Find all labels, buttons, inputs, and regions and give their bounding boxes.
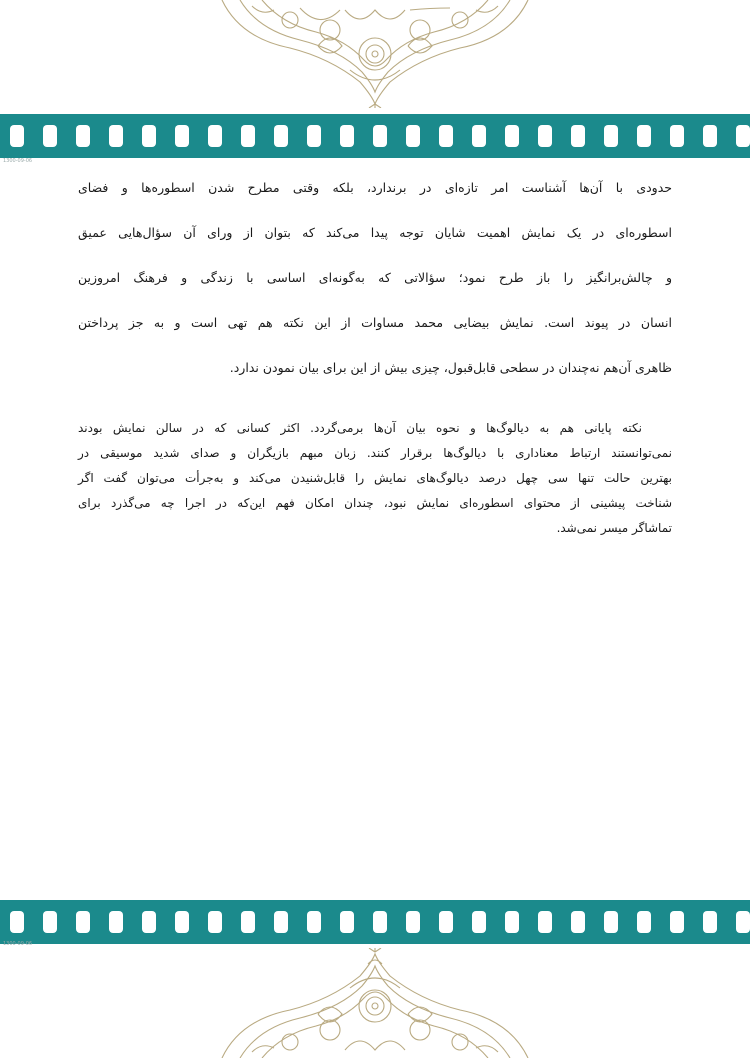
film-hole xyxy=(373,911,387,933)
film-hole xyxy=(604,911,618,933)
film-hole xyxy=(307,911,321,933)
film-hole xyxy=(439,125,453,147)
film-hole xyxy=(340,125,354,147)
film-hole xyxy=(604,125,618,147)
film-hole xyxy=(571,125,585,147)
film-hole xyxy=(637,125,651,147)
film-hole xyxy=(175,911,189,933)
paragraph-1 xyxy=(78,165,672,390)
film-hole xyxy=(43,911,57,933)
tiny-mark: 1300-09-06 xyxy=(3,941,33,947)
film-hole xyxy=(406,125,420,147)
film-hole xyxy=(637,911,651,933)
text-line: انسان در پیوند است. نمایش بیضایی محمد مساوات از این نکته هم تهی است و به جز پرداختن xyxy=(78,315,672,330)
film-hole xyxy=(241,911,255,933)
film-strip-top xyxy=(0,114,750,158)
film-strip-bottom xyxy=(0,900,750,944)
film-hole xyxy=(241,125,255,147)
film-hole xyxy=(373,125,387,147)
text-line: نمی‌توانستند ارتباط معناداری با دیالوگ‌ها برقرار کنند. زبان مبهم بازیگران و صدای شدید موسیقی در xyxy=(78,446,672,460)
text-line: تماشاگر میسر نمی‌شد. xyxy=(556,521,672,535)
film-hole xyxy=(538,911,552,933)
paragraph-2 xyxy=(78,416,672,541)
film-hole xyxy=(538,125,552,147)
text-line: نکته پایانی هم به دیالوگ‌ها و نحوه بیان آن‌ها برمی‌گردد. اکثر کسانی که در سالن نمایش بودند xyxy=(78,421,642,435)
film-hole xyxy=(10,125,24,147)
arabesque-ornament-icon xyxy=(0,0,750,108)
film-hole xyxy=(208,125,222,147)
film-hole xyxy=(406,911,420,933)
film-hole xyxy=(736,125,750,147)
film-hole xyxy=(340,911,354,933)
film-hole xyxy=(142,911,156,933)
film-hole xyxy=(142,125,156,147)
film-hole xyxy=(670,911,684,933)
film-hole xyxy=(274,125,288,147)
film-hole xyxy=(472,125,486,147)
film-hole xyxy=(736,911,750,933)
film-hole xyxy=(703,911,717,933)
text-line: شناخت پیشینی از محتوای اسطوره‌ای نمایش نبود، چندان امکان فهم این‌که در اجرا چه می‌گذرد برای xyxy=(78,496,672,510)
film-hole xyxy=(109,125,123,147)
film-hole xyxy=(274,911,288,933)
film-hole xyxy=(76,125,90,147)
arabesque-ornament-icon xyxy=(0,948,750,1058)
film-hole xyxy=(505,911,519,933)
film-hole xyxy=(703,125,717,147)
top-ornament xyxy=(0,0,750,108)
film-holes xyxy=(8,125,750,147)
text-line: حدودی با آن‌ها آشناست امر تازه‌ای در برندارد، بلکه وقتی مطرح شدن اسطوره‌ها و فضای xyxy=(78,180,672,195)
film-hole xyxy=(175,125,189,147)
film-hole xyxy=(439,911,453,933)
film-hole xyxy=(43,125,57,147)
text-line: اسطوره‌ای در یک نمایش اهمیت شایان توجه پیدا می‌کند که بتوان از ورای آن سؤال‌هایی عمیق xyxy=(78,225,672,240)
film-hole xyxy=(109,911,123,933)
film-hole xyxy=(571,911,585,933)
film-hole xyxy=(76,911,90,933)
tiny-mark: 1300-09-06 xyxy=(3,158,33,164)
film-hole xyxy=(505,125,519,147)
film-hole xyxy=(10,911,24,933)
article-body xyxy=(78,165,672,541)
film-hole xyxy=(472,911,486,933)
text-line: و چالش‌برانگیز را باز طرح نمود؛ سؤالاتی که به‌گونه‌ای اساسی با زندگی و فرهنگ امروزین xyxy=(78,270,672,285)
film-holes xyxy=(8,911,750,933)
film-hole xyxy=(307,125,321,147)
text-line: بهترین حالت تنها سی چهل درصد دیالوگ‌های نمایش را قابل‌شنیدن می‌کند و به‌جرأت می‌توان گفت اگر xyxy=(78,471,672,485)
bottom-ornament xyxy=(0,948,750,1058)
film-hole xyxy=(208,911,222,933)
text-line: ظاهری آن‌هم نه‌چندان در سطحی قابل‌قبول، چیزی بیش از این برای بیان نمودن ندارد. xyxy=(229,360,672,375)
film-hole xyxy=(670,125,684,147)
